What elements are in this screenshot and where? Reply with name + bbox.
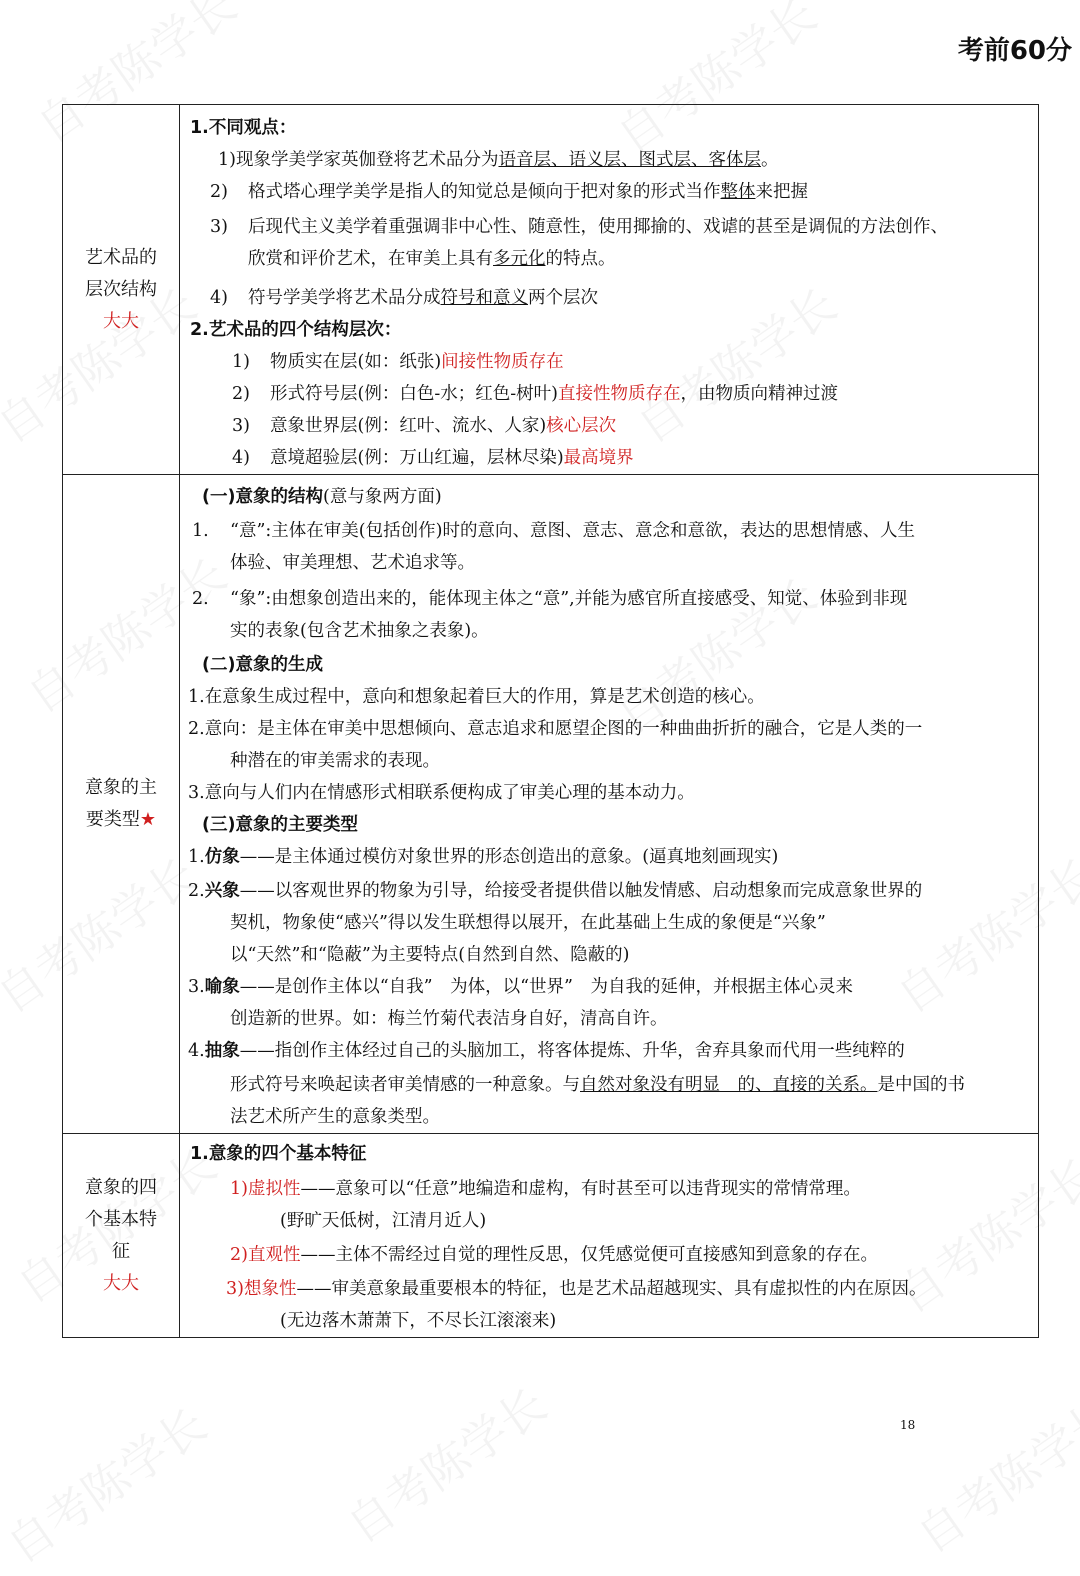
section-title: 1.不同观点： [190,118,297,138]
viewpoint-item: 2) 格式塔心理学美学是指人的知觉总是倾向于把对象的形式当作整体来把握 [210,182,808,202]
row-content [180,1134,1039,1338]
watermark [902,1380,1080,1566]
list-item: 3.意向与人们内在情感形式相联系便构成了审美心理的基本动力。 [188,783,695,803]
feature-example: (无边落木萧萧下，不尽长江滚滚来) [280,1311,557,1331]
row-label-line: 层次结构 [85,278,157,300]
type-item: 2.兴象——以客观世界的物象为引导，给接受者提供借以触发情感、启动想象而完成意象世界的 [188,881,923,901]
page-number: 18 [900,1418,916,1432]
list-item: 2. “象”:由想象创造出来的，能体现主体之“意”,并能为感官所直接感受、知觉、体验到非现 [192,589,908,609]
section-title: 1.意象的四个基本特征 [190,1144,367,1164]
type-item-cont: 以“天然”和“隐蔽”为主要特点(自然到自然、隐蔽的) [230,945,630,965]
type-item-cont: 法艺术所产生的意象类型。 [230,1107,440,1127]
importance-tag: 大大 [103,1272,139,1294]
row-label-line: 艺术品的 [85,246,157,268]
type-item: 4.抽象——指创作主体经过自己的头脑加工，将客体提炼、升华，舍弃具象而代用一些纯粹的 [188,1041,905,1061]
table-row [63,105,1039,475]
page-header-title: 考前60分 [957,36,1072,66]
type-item-cont: 创造新的世界。如：梅兰竹菊代表洁身自好，清高自许。 [230,1009,668,1029]
type-item: 1.仿象——是主体通过模仿对象世界的形态创造出的意象。(逼真地刻画现实) [188,847,779,867]
notes-table [62,104,1039,1338]
row-content [180,105,1039,475]
section-title: (一)意象的结构(意与象两方面) [202,487,442,507]
type-item-cont: 契机，物象使“感兴”得以发生联想得以展开，在此基础上生成的象便是“兴象” [230,913,826,933]
row-content [180,475,1039,1134]
row-label-line: 征 [112,1240,130,1262]
row-label-image-types [63,475,180,1134]
row-label-image-features [63,1134,180,1338]
list-item-cont: 体验、审美理想、艺术追求等。 [230,553,475,573]
feature-example: (野旷天低树，江清月近人) [280,1211,487,1231]
type-item-cont: 形式符号来唤起读者审美情感的一种意象。与自然对象没有明显 的、直接的关系。是中国的书 [230,1075,965,1095]
table-row [63,1134,1039,1338]
list-item-cont: 种潜在的审美需求的表现。 [230,751,440,771]
star-icon: ★ [139,809,157,830]
row-label-line: 个基本特 [85,1208,157,1230]
feature-item: 1)虚拟性——意象可以“任意”地编造和虚构，有时甚至可以违背现实的常情常理。 [230,1179,861,1199]
watermark [332,1370,558,1556]
level-item: 4) 意境超验层(例：万山红遍，层林尽染)最高境界 [232,448,634,468]
level-item: 2) 形式符号层(例：白色-水；红色-树叶)直接性物质存在，由物质向精神过渡 [232,384,838,404]
viewpoint-item: 4) 符号学美学将艺术品分成符号和意义两个层次 [210,288,598,308]
watermark [0,1390,218,1576]
level-item: 3) 意象世界层(例：红叶、流水、人家)核心层次 [232,416,617,436]
list-item: 1.在意象生成过程中，意向和想象起着巨大的作用，算是艺术创造的核心。 [188,687,765,707]
section-title: (三)意象的主要类型 [202,815,358,835]
row-label-art-structure [63,105,180,475]
section-title: 2.艺术品的四个结构层次： [190,320,402,340]
section-title: (二)意象的生成 [202,655,323,675]
list-item: 2.意向：是主体在审美中思想倾向、意志追求和愿望企图的一种曲曲折折的融合，它是人类的一 [188,719,923,739]
viewpoint-item: 1)现象学美学家英伽登将艺术品分为语音层、语义层、图式层、客体层。 [218,150,779,170]
row-label-line: 意象的四 [85,1176,157,1198]
viewpoint-item-cont: 欣赏和评价艺术，在审美上具有多元化的特点。 [248,249,616,269]
viewpoint-item: 3) 后现代主义美学着重强调非中心性、随意性，使用揶揄的、戏谑的甚至是调侃的方法创作、 [210,217,948,237]
type-item: 3.喻象——是创作主体以“自我” 为体，以“世界” 为自我的延伸，并根据主体心灵来 [188,977,853,997]
table-row [63,475,1039,1134]
row-label-line: 意象的主 [85,777,157,798]
feature-item: 3)想象性——审美意象最重要根本的特征，也是艺术品超越现实、具有虚拟性的内在原因。 [226,1279,927,1299]
row-label-line: 要类型★ [85,809,157,830]
list-item-cont: 实的表象(包含艺术抽象之表象)。 [230,621,489,641]
level-item: 1) 物质实在层(如：纸张)间接性物质存在 [232,352,564,372]
list-item: 1. “意”:主体在审美(包括创作)时的意向、意图、意志、意念和意欲，表达的思想情感、人生 [192,521,915,541]
feature-item: 2)直观性——主体不需经过自觉的理性反思，仅凭感觉便可直接感知到意象的存在。 [230,1245,878,1265]
importance-tag: 大大 [103,310,139,332]
